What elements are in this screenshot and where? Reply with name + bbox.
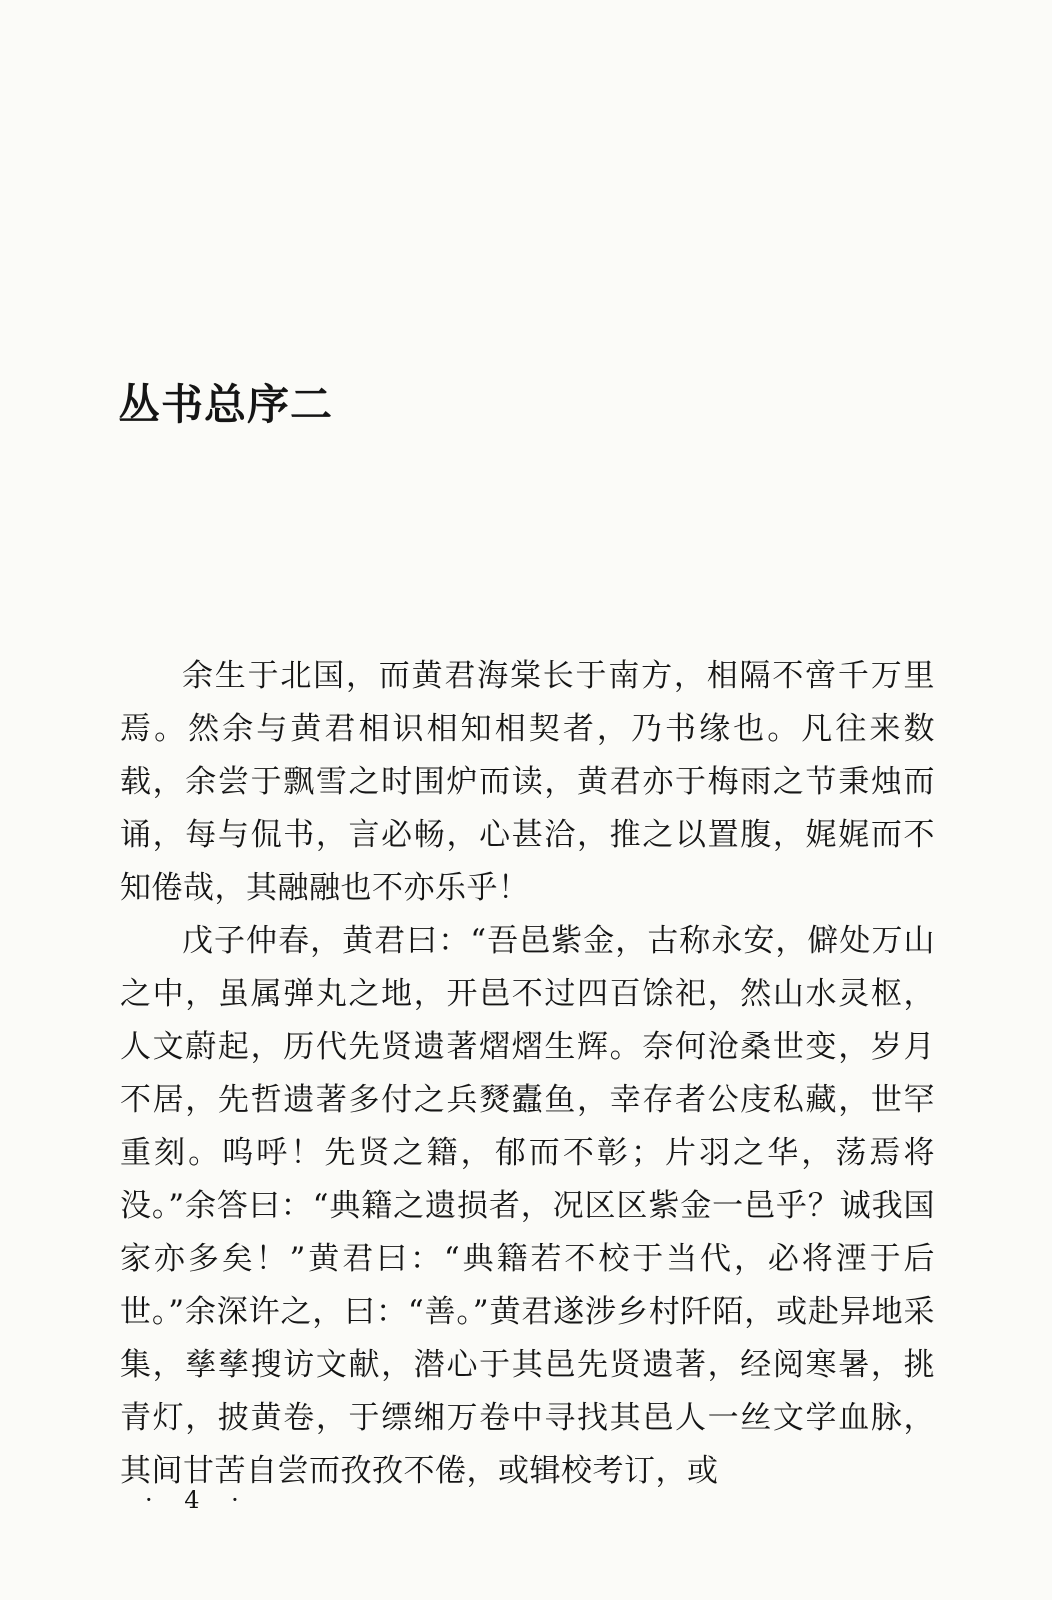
paragraph-2: 戊子仲春，黄君曰：“吾邑紫金，古称永安，僻处万山之中，虽属弹丸之地，开邑不过四百馀祀，然山水灵枢，人文蔚起，历代先贤遗著熠熠生辉。奈何沧桑世变，岁月不居，先哲遗著多付之兵燹蠹鱼，幸存者公庋私藏，世罕重刻。呜呼！先贤之籍，郁而不彰；片羽之华，荡焉将没。”余答曰：“典籍之遗损者，况区区紫金一邑乎？诚我国家亦多矣！”黄君曰：“典籍若不校于当代，必将湮于后世。”余深许之，曰：“善。”黄君遂涉乡村阡陌，或赴异地采集，孳孳搜访文献，潜心于其邑先贤遗著，经阅寒暑，挑青灯，披黄卷，于缥缃万卷中寻找其邑人一丝文学血脉，其间甘苦自尝而孜孜不倦，或辑校考订，或	[120, 923, 935, 1489]
paragraph-1: 余生于北国，而黄君海棠长于南方，相隔不啻千万里焉。然余与黄君相识相知相契者，乃书缘也。凡往来数载，余尝于飘雪之时围炉而读，黄君亦于梅雨之节秉烛而诵，每与侃书，言必畅，心甚洽，推之以置腹，娓娓而不知倦哉，其融融也不亦乐乎！	[120, 658, 935, 906]
page-title: 丛书总序二	[118, 380, 334, 429]
body-text	[120, 650, 935, 1498]
page-number: · 4 ·	[145, 1486, 251, 1514]
